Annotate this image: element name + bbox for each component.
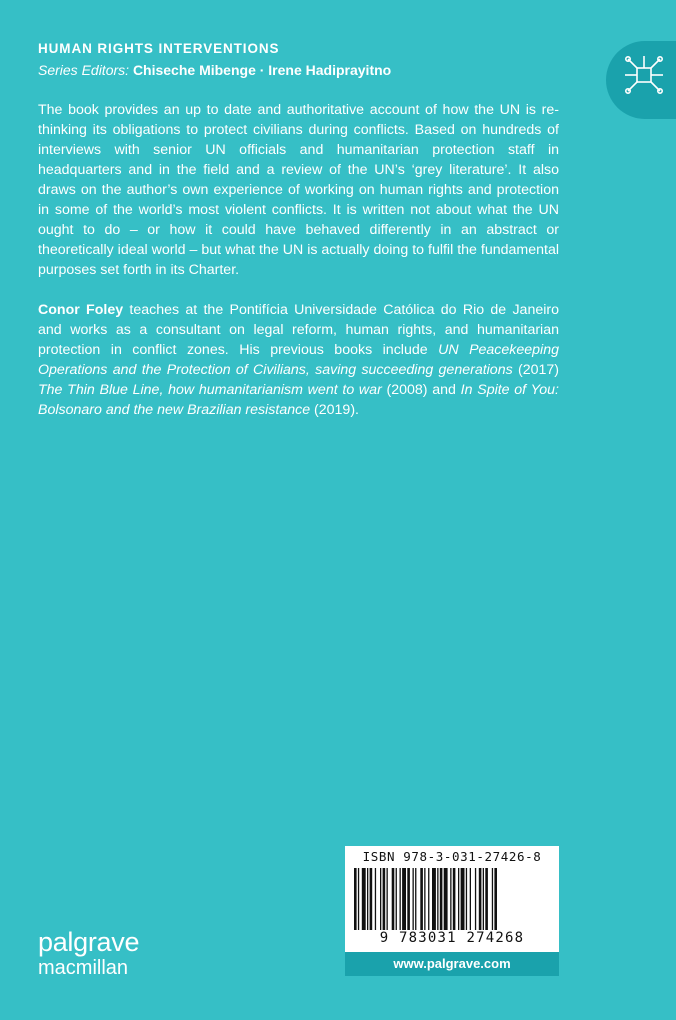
barcode-bar [367, 868, 368, 930]
corner-badge [606, 41, 676, 119]
barcode-bar [400, 868, 401, 930]
author-bio-text-3: (2008) and [381, 382, 461, 398]
series-editors-label: Series Editors: [38, 62, 130, 78]
barcode-bar [396, 868, 397, 930]
series-editors-names: Chiseche Mibenge · Irene Hadiprayitno [132, 62, 392, 78]
barcode-bar [354, 868, 357, 930]
barcode-bar [407, 868, 410, 930]
barcode-bar [450, 868, 451, 930]
series-editors [38, 62, 391, 78]
book-title-1: UN Peacekeeping Operations and the Protection of Civilians, saving succeeding generations [38, 342, 559, 378]
book-description: The book provides an up to date and authoritative account of how the UN is re-thinking its obligations to protect civilians during conflicts. Based on hundreds of interviews with senior UN officials and humanitarian protection staff in headquarters and in the field and a review of the UN’s ‘grey literature’. It also draws on the author’s own experience of working on human rights and protection in some of the world’s most violent conflicts. It is written not about what the UN ought to do – or how it could have behaved differently in an abstract or theoretically ideal world – but what the UN is actually doing to fulfil the fundamental purposes set forth in its Charter. [38, 102, 559, 278]
barcode-bar [362, 868, 366, 930]
series-title: HUMAN RIGHTS INTERVENTIONS [38, 41, 280, 56]
barcode-bar [424, 868, 425, 930]
barcode-bar [420, 868, 423, 930]
isbn-digits: 9 783031 274268 [379, 930, 525, 946]
barcode-bar [415, 868, 416, 930]
barcode [345, 846, 559, 952]
barcode-bar [392, 868, 395, 930]
author-name: Conor Foley [38, 302, 124, 318]
barcode-bars [354, 868, 550, 934]
barcode-bar [375, 868, 376, 930]
website-link[interactable]: www.palgrave.com [345, 952, 559, 976]
book-title-3: In Spite of You: Bolsonaro and the new Brazilian resistance [38, 382, 559, 418]
palgrave-network-icon [622, 53, 666, 97]
barcode-bar [494, 868, 497, 930]
publisher-logo [38, 927, 139, 979]
author-bio-text-1: teaches at the Pontifícia Universidade Católica do Rio de Janeiro and works as a consultant on legal reform, human rights, and humanitarian protection in conflict zones. His previous books include [38, 302, 559, 358]
barcode-bar [383, 868, 386, 930]
book-title-2: The Thin Blue Line, how humanitarianism went to war [38, 382, 382, 398]
author-bio-text-2: (2017) [512, 362, 560, 378]
barcode-bar [358, 868, 359, 930]
barcode-bar [461, 868, 465, 930]
barcode-bar [370, 868, 373, 930]
barcode-bar [428, 868, 429, 930]
barcode-bar [479, 868, 482, 930]
author-bio-text-4: (2019). [310, 402, 359, 418]
barcode-bar [453, 868, 456, 930]
author-bio [38, 300, 559, 420]
barcode-bar [470, 868, 471, 930]
barcode-bar [440, 868, 443, 930]
logo-palgrave: palgrave [38, 927, 140, 957]
logo-macmillan: macmillan [38, 957, 129, 979]
barcode-bar [492, 868, 493, 930]
barcode-bar [485, 868, 488, 930]
barcode-bar [475, 868, 476, 930]
barcode-bar [444, 868, 448, 930]
barcode-bar [483, 868, 484, 930]
barcode-bar [432, 868, 436, 930]
isbn-label: ISBN 978-3-031-27426-8 [362, 849, 542, 864]
barcode-bar [413, 868, 414, 930]
barcode-bar [458, 868, 459, 930]
barcode-bar [380, 868, 381, 930]
barcode-bar [437, 868, 438, 930]
barcode-bar [466, 868, 467, 930]
barcode-bar [387, 868, 388, 930]
barcode-bar [402, 868, 406, 930]
